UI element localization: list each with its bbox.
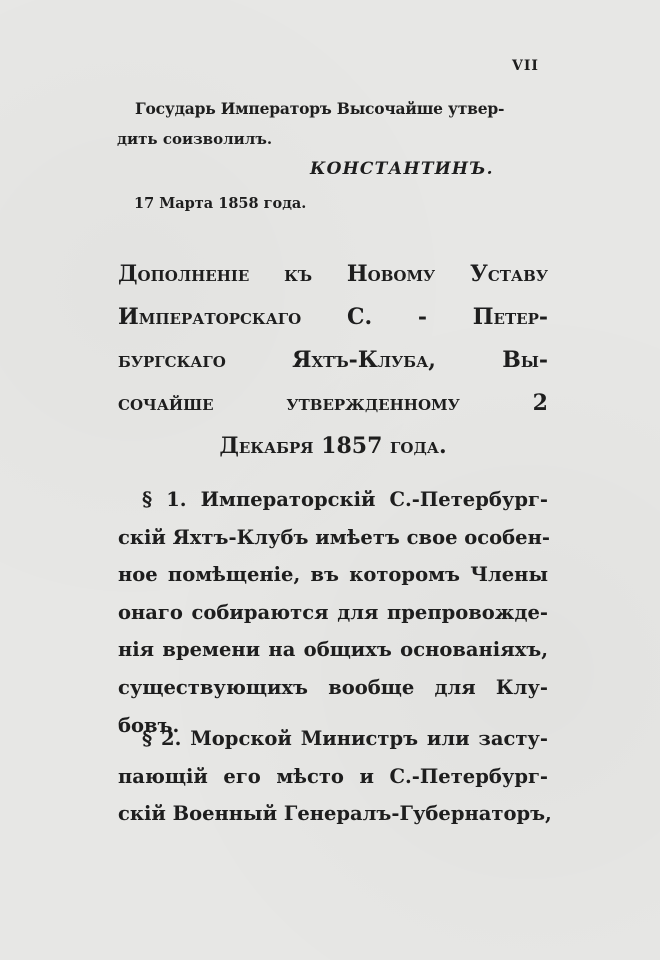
- heading-line: бургскаго Яхтъ-Клуба, Вы-: [118, 347, 548, 373]
- decree-text-line: дить соизволилъ.: [117, 130, 273, 148]
- paragraph-line: нія времени на общихъ основаніяхъ,: [118, 638, 548, 662]
- paragraph-line: онаго собираются для препровожде-: [118, 600, 548, 624]
- decree-date: 17 Марта 1858 года.: [134, 195, 307, 212]
- paragraph-line: § 1. Императорскій С.-Петербург-: [142, 488, 548, 511]
- paragraph-section-1: [118, 481, 548, 744]
- paragraph-line: ное помѣщеніе, въ которомъ Члены: [118, 563, 548, 587]
- paragraph-line: скій Военный Генералъ-Губернаторъ,: [118, 802, 552, 826]
- heading-line: сочайше утвержденному 2: [118, 390, 548, 416]
- heading-line: Императорскаго С. - Петер-: [118, 304, 548, 330]
- paragraph-section-2: [118, 720, 552, 833]
- signature: КОНСТАНТИНЪ.: [310, 159, 494, 179]
- page-number: VII: [512, 58, 539, 74]
- heading-line: Декабря 1857 года.: [219, 433, 447, 459]
- paragraph-line: существующихъ вообще для Клу-: [118, 675, 548, 699]
- paragraph-line: бовъ.: [118, 713, 180, 737]
- paragraph-line: пающій его мѣсто и С.-Петербург-: [118, 764, 548, 788]
- decree-text-line: Государь Императоръ Высочайше утвер-: [135, 99, 505, 118]
- section-heading: [118, 253, 548, 468]
- heading-line: Дополненіе къ Новому Уставу: [118, 261, 548, 287]
- paragraph-line: § 2. Морской Министръ или засту-: [142, 727, 548, 750]
- paragraph-line: скій Яхтъ-Клубъ имѣетъ свое особен-: [118, 525, 550, 549]
